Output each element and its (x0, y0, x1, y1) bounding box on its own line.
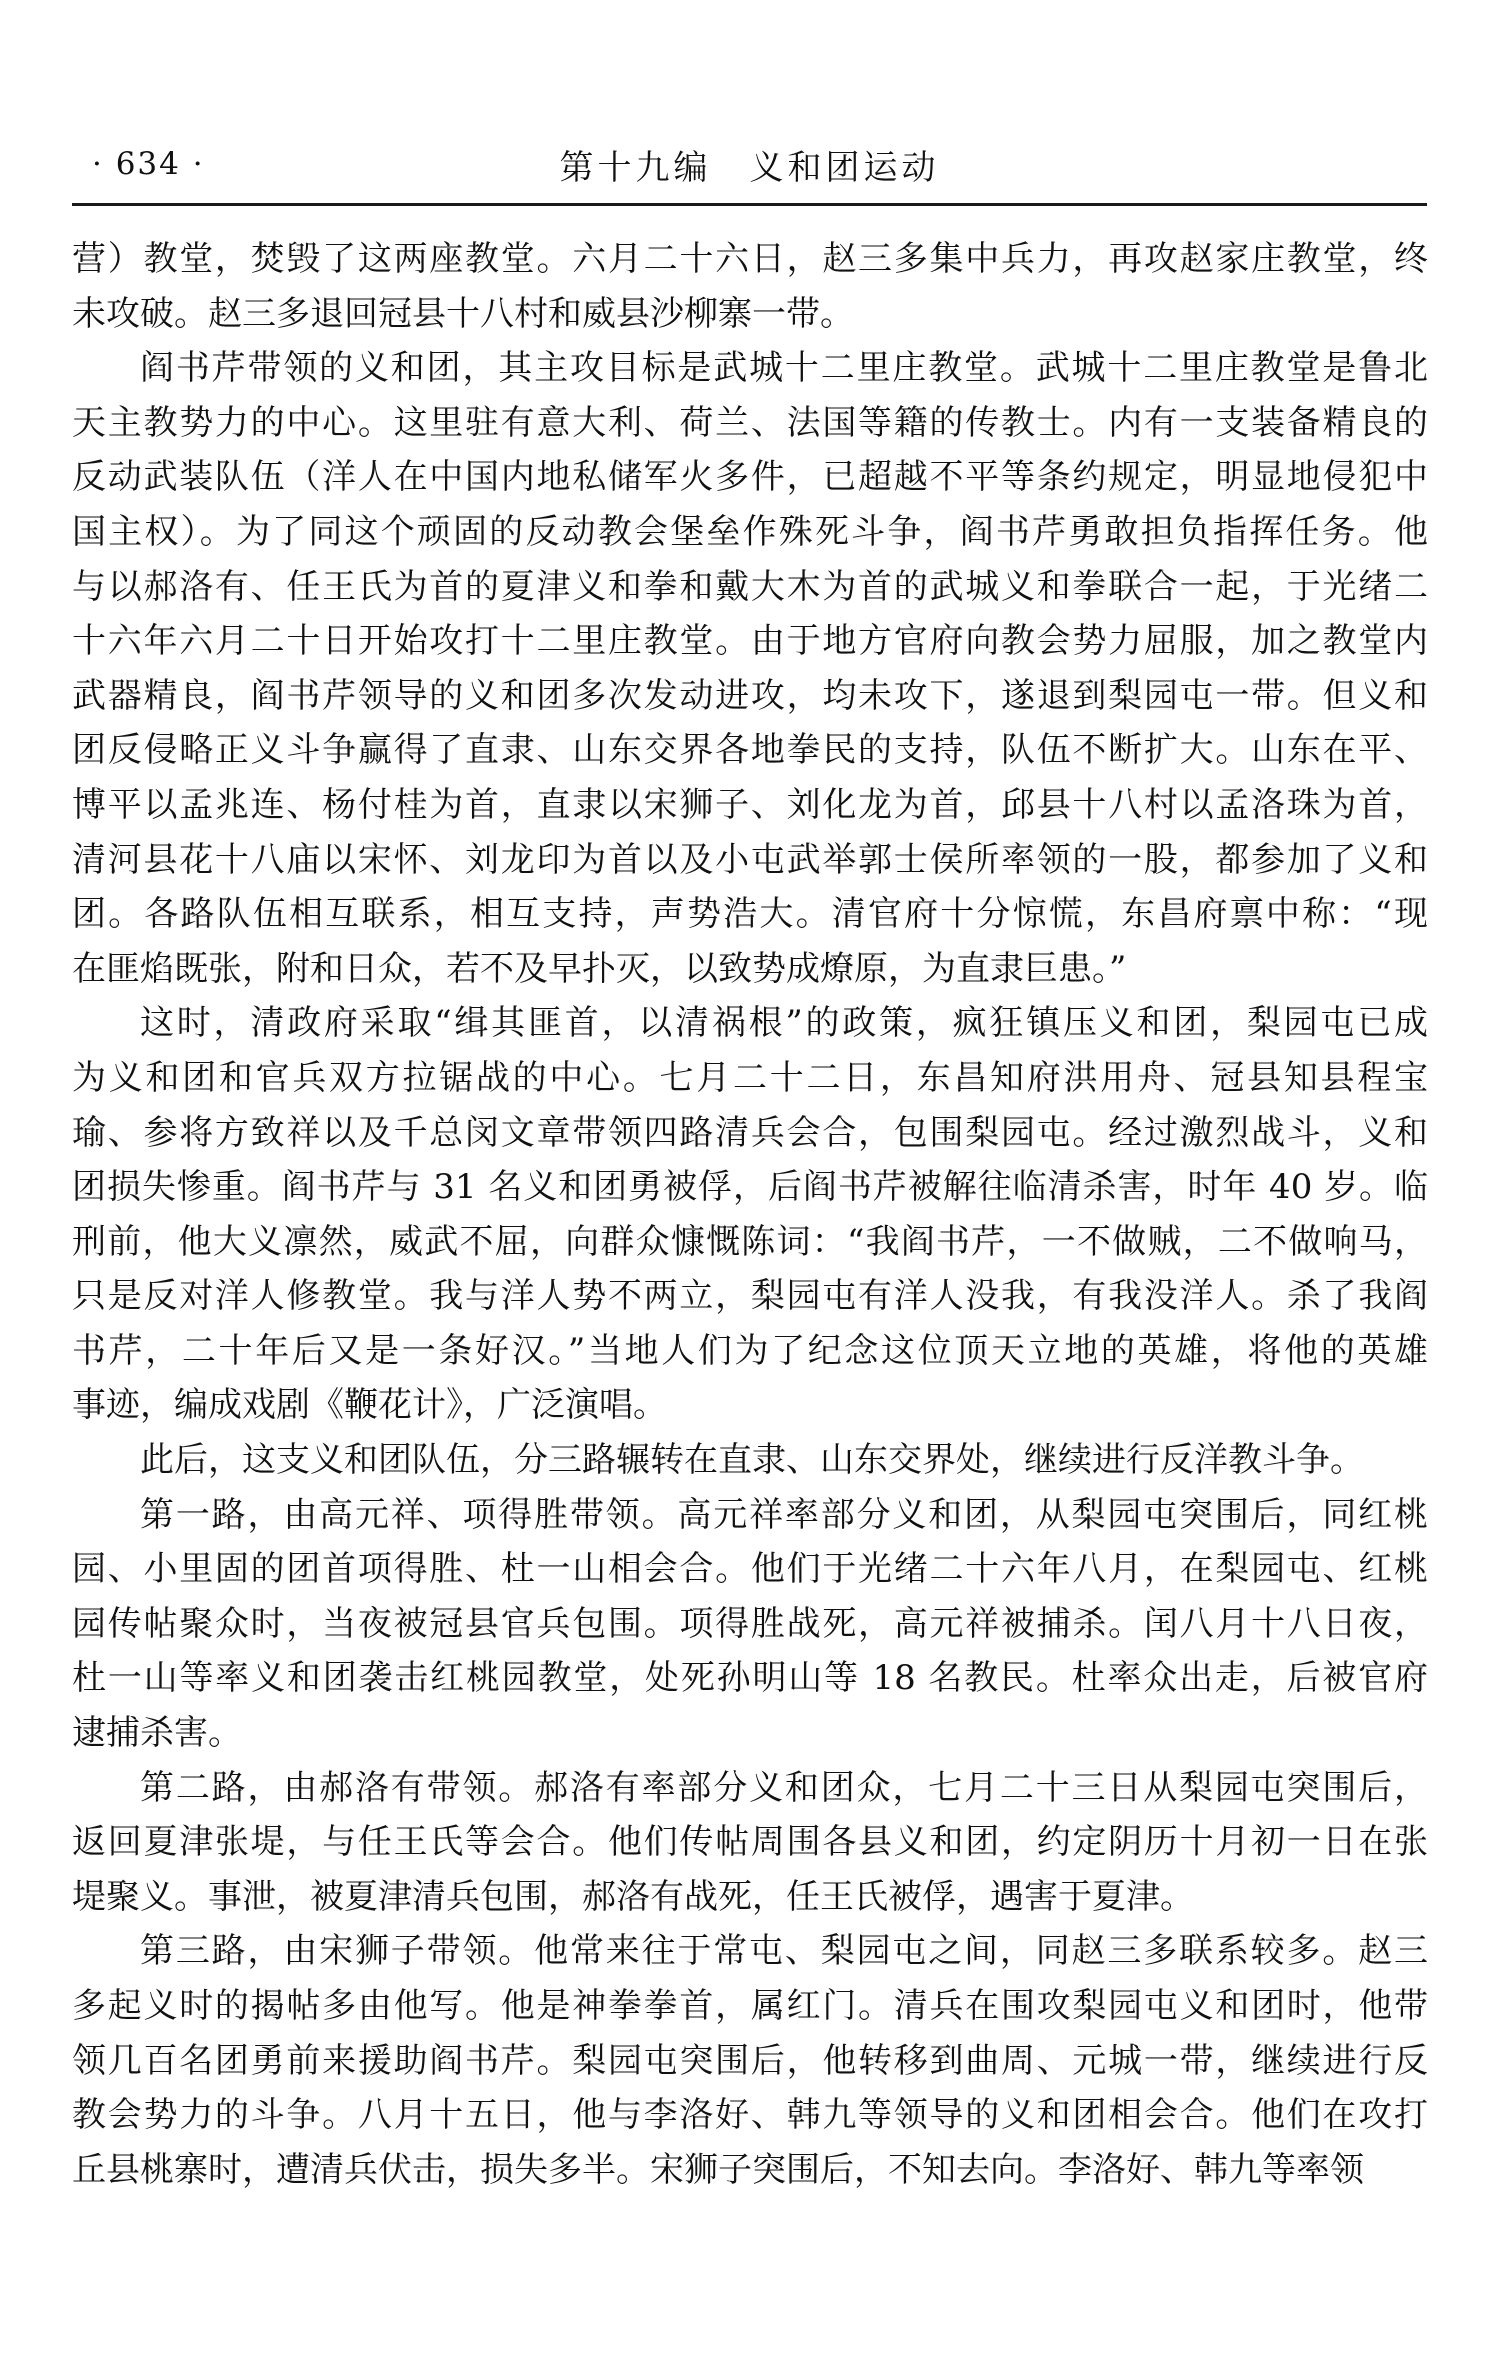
text-line: 堤聚义。事泄，被夏津清兵包围，郝洛有战死，任王氏被俘，遇害于夏津。 (72, 1876, 1194, 1917)
text-line: 多起义时的揭帖多由他写。他是神拳拳首，属红门。清兵在围攻梨园屯义和团时，他带 (72, 1986, 1428, 2026)
text-line: 团。各路队伍相互联系，相互支持，声势浩大。清官府十分惊慌，东昌府禀中称：“现 (72, 894, 1428, 935)
text-line: 教会势力的斗争。八月十五日，他与李洛好、韩九等领导的义和团相会合。他们在攻打 (72, 2095, 1428, 2136)
paragraph (72, 341, 1428, 996)
text-line: 与以郝洛有、任王氏为首的夏津义和拳和戴大木为首的武城义和拳联合一起，于光绪二 (72, 566, 1428, 607)
text-line: 第一路，由高元祥、项得胜带领。高元祥率部分义和团，从梨园屯突围后，同红桃 (140, 1494, 1428, 1535)
paragraph (72, 1433, 1428, 1488)
text-line: 瑜、参将方致祥以及千总闵文章带领四路清兵会合，包围梨园屯。经过激烈战斗，义和 (72, 1112, 1428, 1153)
text-line: 只是反对洋人修教堂。我与洋人势不两立，梨园屯有洋人没我，有我没洋人。杀了我阎 (72, 1276, 1428, 1317)
paragraph (72, 1924, 1428, 2197)
text-line: 在匪焰既张，附和日众，若不及早扑灭，以致势成燎原，为直隶巨患。” (72, 948, 1127, 989)
text-line: 园传帖聚众时，当夜被冠县官兵包围。项得胜战死，高元祥被捕杀。闰八月十八日夜， (72, 1603, 1428, 1644)
text-line: 清河县花十八庙以宋怀、刘龙印为首以及小屯武举郭士侯所率领的一股，都参加了义和 (72, 839, 1428, 880)
text-line: 书芹，二十年后又是一条好汉。”当地人们为了纪念这位顶天立地的英雄，将他的英雄 (72, 1330, 1428, 1371)
text-line: 园、小里固的团首项得胜、杜一山相会合。他们于光绪二十六年八月，在梨园屯、红桃 (72, 1549, 1428, 1590)
paragraph (72, 1761, 1428, 1925)
text-line: 为义和团和官兵双方拉锯战的中心。七月二十二日，东昌知府洪用舟、冠县知县程宝 (72, 1057, 1428, 1098)
text-line: 十六年六月二十日开始攻打十二里庄教堂。由于地方官府向教会势力屈服，加之教堂内 (72, 621, 1428, 662)
paragraph (72, 1488, 1428, 1761)
text-line: 阎书芹带领的义和团，其主攻目标是武城十二里庄教堂。武城十二里庄教堂是鲁北 (140, 348, 1428, 389)
paragraph (72, 232, 1428, 341)
text-line: 事迹，编成戏剧《鞭花计》，广泛演唱。 (72, 1385, 667, 1426)
text-line: 第三路，由宋狮子带领。他常来往于常屯、梨园屯之间，同赵三多联系较多。赵三 (140, 1931, 1428, 1972)
text-line: 逮捕杀害。 (72, 1713, 242, 1754)
text-line: 国主权）。为了同这个顽固的反动教会堡垒作殊死斗争，阎书芹勇敢担负指挥任务。他 (72, 511, 1428, 552)
text-line: 领几百名团勇前来援助阎书芹。梨园屯突围后，他转移到曲周、元城一带，继续进行反 (72, 2040, 1428, 2081)
running-title: 第十九编 义和团运动 (559, 148, 940, 188)
paragraph (72, 996, 1428, 1433)
page-header (72, 140, 1427, 200)
text-line: 这时，清政府采取“缉其匪首，以清祸根”的政策，疯狂镇压义和团，梨园屯已成 (140, 1003, 1428, 1044)
text-line: 武器精良，阎书芹领导的义和团多次发动进攻，均未攻下，遂退到梨园屯一带。但义和 (72, 675, 1428, 716)
header-rule (72, 203, 1427, 206)
text-line: 团损失惨重。阎书芹与 31 名义和团勇被俘，后阎书芹被解往临清杀害，时年 40 岁。临 (72, 1167, 1428, 1208)
page-number: · 634 · (92, 146, 205, 182)
body-text (72, 232, 1428, 2197)
text-line: 营）教堂，焚毁了这两座教堂。六月二十六日，赵三多集中兵力，再攻赵家庄教堂，终 (72, 239, 1428, 279)
text-line: 团反侵略正义斗争赢得了直隶、山东交界各地拳民的支持，队伍不断扩大。山东在平、 (72, 730, 1428, 771)
text-line: 杜一山等率义和团袭击红桃园教堂，处死孙明山等 18 名教民。杜率众出走，后被官府 (72, 1658, 1428, 1699)
text-line: 刑前，他大义凛然，威武不屈，向群众慷慨陈词：“我阎书芹，一不做贼，二不做响马， (72, 1221, 1428, 1262)
text-line: 返回夏津张堤，与任王氏等会合。他们传帖周围各县义和团，约定阴历十月初一日在张 (72, 1822, 1428, 1863)
text-line: 第二路，由郝洛有带领。郝洛有率部分义和团众，七月二十三日从梨园屯突围后， (140, 1767, 1428, 1808)
text-line: 此后，这支义和团队伍，分三路辗转在直隶、山东交界处，继续进行反洋教斗争。 (140, 1440, 1364, 1481)
text-line: 天主教势力的中心。这里驻有意大利、荷兰、法国等籍的传教士。内有一支装备精良的 (72, 402, 1428, 443)
text-line: 博平以孟兆连、杨付桂为首，直隶以宋狮子、刘化龙为首，邱县十八村以孟洛珠为首， (72, 784, 1428, 825)
text-line: 反动武装队伍（洋人在中国内地私储军火多件，已超越不平等条约规定，明显地侵犯中 (72, 457, 1428, 498)
text-line: 未攻破。赵三多退回冠县十八村和威县沙柳寨一带。 (72, 293, 854, 334)
text-line: 丘县桃寨时，遭清兵伏击，损失多半。宋狮子突围后，不知去向。李洛好、韩九等率领 (72, 2149, 1364, 2190)
